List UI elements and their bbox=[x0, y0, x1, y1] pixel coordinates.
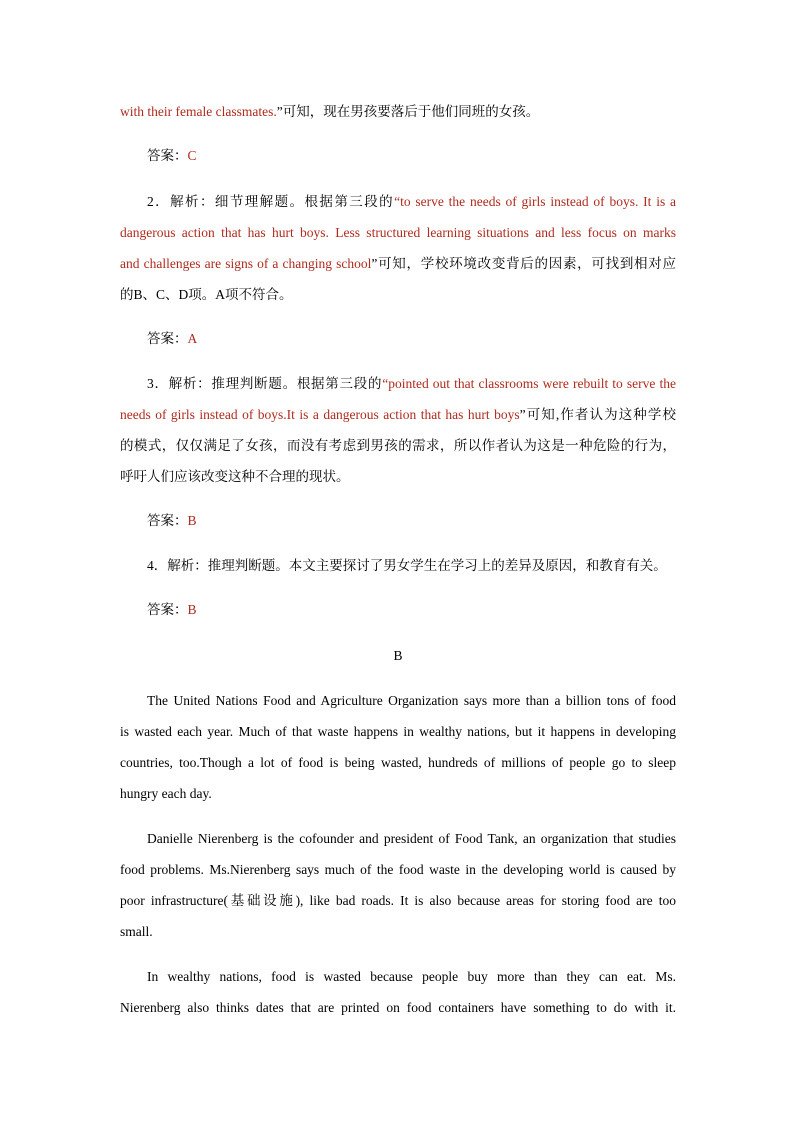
q3-quote-start: “pointed out that classrooms were rebuilt to serve the bbox=[382, 376, 677, 391]
q3-analysis-line-3: 的模式，仅仅满足了女孩，而没有考虑到男孩的需求，所以作者认为这是一种危险的行为， bbox=[120, 438, 676, 453]
answer-label: 答案： bbox=[147, 148, 188, 163]
passage-p1-line-2: is wasted each year. Much of that waste happens in wealthy nations, but it happens in developing bbox=[120, 724, 676, 739]
passage-p2-line-4: small. bbox=[120, 924, 153, 939]
q3-conclusion: ”可知,作者认为这种学校 bbox=[519, 407, 676, 422]
answer-value: A bbox=[187, 331, 198, 346]
q3-analysis-line-4: 呼吁人们应该改变这种不合理的现状。 bbox=[120, 469, 350, 484]
passage-p3-line-1: In wealthy nations, food is wasted because people buy more than they can eat. Ms. bbox=[147, 969, 676, 984]
answer-2 bbox=[147, 330, 676, 348]
answer-value: B bbox=[187, 513, 197, 528]
q3-head: 3．解析：推理判断题。根据第三段的 bbox=[147, 376, 383, 391]
q3-quote-end: needs of girls instead of boys.It is a dangerous action that has hurt boys bbox=[120, 407, 520, 422]
q2-quote-end: and challenges are signs of a changing school bbox=[120, 256, 372, 271]
passage-p2-line-1: Danielle Nierenberg is the cofounder and president of Food Tank, an organization that studies bbox=[147, 831, 676, 846]
q1-analysis-tail bbox=[120, 103, 676, 121]
answer-1 bbox=[147, 147, 676, 165]
answer-label: 答案： bbox=[147, 602, 188, 617]
q2-analysis-line-3 bbox=[120, 255, 676, 273]
q4-analysis-line-1: 4．解析：推理判断题。本文主要探讨了男女学生在学习上的差异及原因，和教育有关。 bbox=[147, 558, 667, 573]
q2-analysis-line-2: dangerous action that has hurt boys. Less structured learning situations and less focus on marks bbox=[120, 225, 676, 240]
q2-head: 2．解析：细节理解题。根据第三段的 bbox=[147, 194, 395, 209]
q3-analysis-line-2 bbox=[120, 406, 676, 424]
passage-p2-line-2: food problems. Ms.Nierenberg says much of the food waste in the developing world is caused by bbox=[120, 862, 676, 877]
q2-conclusion: ”可知，学校环境改变背后的因素，可找到相对应 bbox=[371, 256, 677, 271]
section-title: B bbox=[393, 648, 403, 663]
answer-label: 答案： bbox=[147, 513, 188, 528]
answer-4 bbox=[147, 601, 676, 619]
q1-quote-end: with their female classmates. bbox=[120, 104, 277, 119]
passage-p1-line-1: The United Nations Food and Agriculture Organization says more than a billion tons of food bbox=[147, 693, 676, 708]
q2-analysis-line-1 bbox=[147, 193, 676, 211]
passage-p3-line-2: Nierenberg also thinks dates that are printed on food containers have something to do with it. bbox=[120, 1000, 676, 1015]
passage-p1-line-4: hungry each day. bbox=[120, 786, 212, 801]
answer-value: B bbox=[187, 602, 197, 617]
q1-conclusion: ”可知，现在男孩要落后于他们同班的女孩。 bbox=[276, 104, 540, 119]
q2-analysis-line-4: 的B、C、D项。A项不符合。 bbox=[120, 287, 293, 302]
passage-p1-line-3: countries, too.Though a lot of food is being wasted, hundreds of millions of people go to sleep bbox=[120, 755, 676, 770]
q2-quote-start: “to serve the needs of girls instead of boys. It is a bbox=[394, 194, 677, 209]
q3-analysis-line-1 bbox=[147, 375, 676, 393]
answer-label: 答案： bbox=[147, 331, 188, 346]
passage-p2-line-3: poor infrastructure(基础设施), like bad roads. It is also because areas for storing food are too bbox=[120, 893, 676, 908]
answer-3 bbox=[147, 512, 676, 530]
answer-value: C bbox=[187, 148, 197, 163]
